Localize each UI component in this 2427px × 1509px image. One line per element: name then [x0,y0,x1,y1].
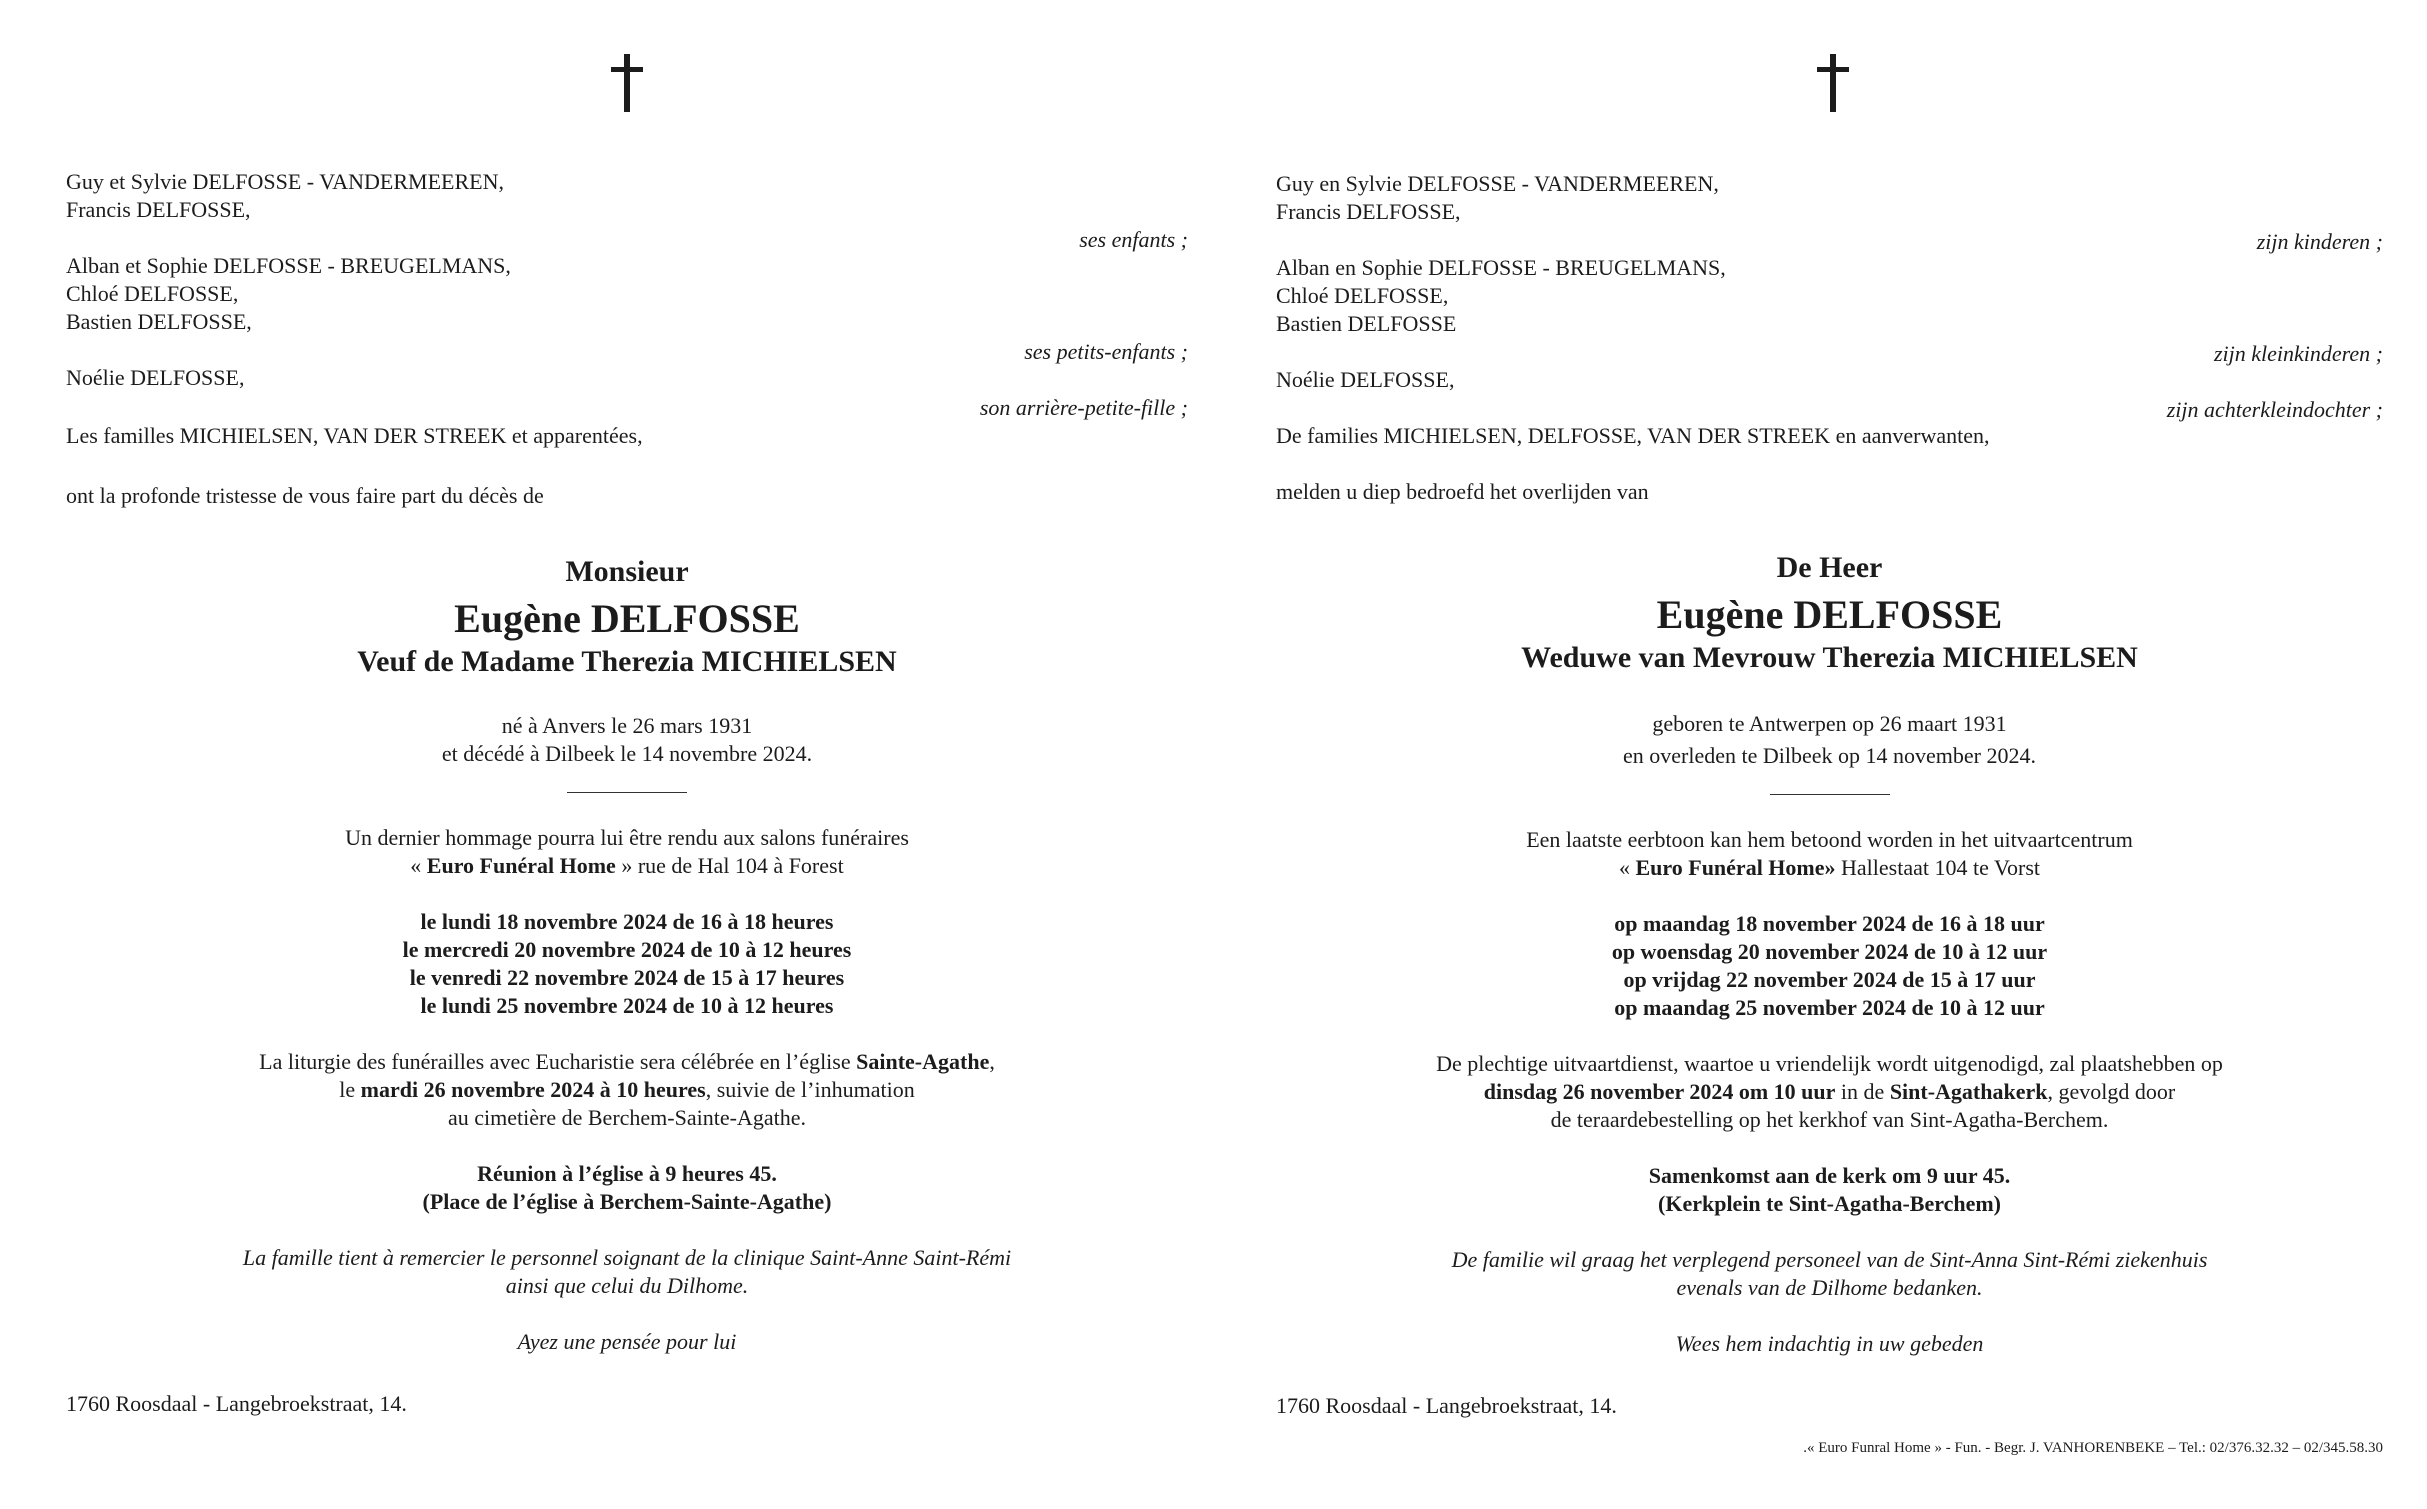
church-name: Sainte-Agathe [856,1049,990,1074]
text: « [1618,855,1636,880]
family-line: Les familles MICHIELSEN, VAN DER STREEK et apparentées, [66,423,643,448]
address: 1760 Roosdaal - Langebroekstraat, 14. [66,1391,407,1416]
dutch-notice [1276,0,2383,1509]
family-line: Noélie DELFOSSE, [66,365,245,390]
birth-line: né à Anvers le 26 mars 1931 [501,713,753,738]
visit-time: op woensdag 20 november 2024 de 10 à 12 uur [1611,939,2048,964]
french-notice [66,0,1188,1509]
meeting-place: (Kerkplein te Sint-Agatha-Berchem) [1658,1191,2001,1216]
homage-venue [1276,854,2383,882]
cross-icon [1830,54,1836,112]
visit-time: op maandag 25 november 2024 de 10 à 12 uur [1614,995,2045,1020]
relation-label: zijn achterkleindochter ; [2166,397,2383,422]
ceremony-time: dinsdag 26 november 2024 om 10 uur [1483,1079,1836,1104]
family-line: Bastien DELFOSSE, [66,309,252,334]
funeral-home-footer: .« Euro Funral Home » - Fun. - Begr. J. VANHORENBEKE – Tel.: 02/376.32.32 – 02/345.58.30 [1803,1440,2383,1456]
thanks-line: De familie wil graag het verplegend personeel van de Sint-Anna Sint-Rémi ziekenhuis [1451,1247,2208,1272]
text: Hallestaat 104 te Vorst [1835,855,2041,880]
family-line: Chloé DELFOSSE, [66,281,239,306]
text: « [410,853,427,878]
family-line: Bastien DELFOSSE [1276,311,1457,336]
church-name: Sint-Agathakerk [1889,1079,2048,1104]
text: in de [1835,1079,1890,1104]
thanks-line: ainsi que celui du Dilhome. [505,1273,749,1298]
address: 1760 Roosdaal - Langebroekstraat, 14. [1276,1393,1617,1418]
separator [1770,794,1890,795]
visit-time: op vrijdag 22 november 2024 de 15 à 17 uur [1623,967,2036,992]
family-line: Guy en Sylvie DELFOSSE - VANDERMEEREN, [1276,171,1719,196]
ceremony-time: mardi 26 novembre 2024 à 10 heures [360,1077,706,1102]
family-line: Chloé DELFOSSE, [1276,283,1449,308]
meeting-line: Réunion à l’église à 9 heures 45. [477,1161,777,1186]
liturgy-line: au cimetière de Berchem-Sainte-Agathe. [448,1105,806,1130]
death-line: et décédé à Dilbeek le 14 novembre 2024. [441,741,813,766]
relation-label: son arrière-petite-fille ; [979,395,1188,420]
ceremony-line: de teraardebestelling op het kerkhof van Sint-Agatha-Berchem. [1550,1107,2109,1132]
relation-label: zijn kleinkinderen ; [2213,341,2383,366]
meeting-line: Samenkomst aan de kerk om 9 uur 45. [1648,1163,2011,1188]
deceased-name: Eugène DELFOSSE [1656,592,2003,637]
family-line: Guy et Sylvie DELFOSSE - VANDERMEEREN, [66,169,504,194]
cross-icon [624,54,630,112]
ceremony-line: De plechtige uitvaartdienst, waartoe u vriendelijk wordt uitgenodigd, zal plaatshebben op [1436,1051,2223,1076]
text: , [989,1049,995,1074]
family-line: Alban en Sophie DELFOSSE - BREUGELMANS, [1276,255,1726,280]
family-line: Alban et Sophie DELFOSSE - BREUGELMANS, [66,253,511,278]
text: le [339,1077,361,1102]
homage-line: Een laatste eerbtoon kan hem betoond worden in het uitvaartcentrum [1526,827,2133,852]
text: » rue de Hal 104 à Forest [615,853,844,878]
birth-line: geboren te Antwerpen op 26 maart 1931 [1652,711,2007,736]
deceased-title: Monsieur [565,555,689,588]
prayer-line: Wees hem indachtig in uw gebeden [1675,1331,1984,1356]
deceased-subtitle: Weduwe van Mevrouw Therezia MICHIELSEN [1521,641,2138,674]
death-line: en overleden te Dilbeek op 14 november 2024. [1623,743,2036,768]
ceremony-line [1276,1078,2383,1106]
visit-time: le lundi 18 novembre 2024 de 16 à 18 heures [420,909,834,934]
intro-text: ont la profonde tristesse de vous faire part du décès de [66,483,544,508]
visit-time: le venredi 22 novembre 2024 de 15 à 17 heures [409,965,845,990]
venue-name: Euro Funéral Home» [1635,855,1836,880]
relation-label: ses petits-enfants ; [1024,339,1188,364]
homage-line: Un dernier hommage pourra lui être rendu aux salons funéraires [345,825,909,850]
deceased-title: De Heer [1776,551,1883,584]
intro-text: melden u diep bedroefd het overlijden van [1276,479,1649,504]
liturgy-line [66,1076,1188,1104]
visit-time: le lundi 25 novembre 2024 de 10 à 12 heures [420,993,834,1018]
family-line: Francis DELFOSSE, [66,197,251,222]
deceased-subtitle: Veuf de Madame Therezia MICHIELSEN [357,645,897,678]
meeting-place: (Place de l’église à Berchem-Sainte-Agathe) [422,1189,832,1214]
text: , suivie de l’inhumation [705,1077,915,1102]
homage-venue [66,852,1188,880]
liturgy-line [66,1048,1188,1076]
text: La liturgie des funérailles avec Eucharistie sera célébrée en l’église [259,1049,857,1074]
thanks-line: evenals van de Dilhome bedanken. [1676,1275,1983,1300]
visit-time: op maandag 18 november 2024 de 16 à 18 uur [1614,911,2045,936]
deceased-name: Eugène DELFOSSE [454,596,800,641]
relation-label: zijn kinderen ; [2256,229,2383,254]
prayer-line: Ayez une pensée pour lui [517,1329,737,1354]
family-line: Francis DELFOSSE, [1276,199,1461,224]
relation-label: ses enfants ; [1079,227,1188,252]
family-line: De families MICHIELSEN, DELFOSSE, VAN DER STREEK en aanverwanten, [1276,423,1990,448]
text: , gevolgd door [2047,1079,2176,1104]
thanks-line: La famille tient à remercier le personnel soignant de la clinique Saint-Anne Saint-Rémi [242,1245,1012,1270]
separator [567,792,687,793]
venue-name: Euro Funéral Home [426,853,616,878]
family-line: Noélie DELFOSSE, [1276,367,1455,392]
visit-time: le mercredi 20 novembre 2024 de 10 à 12 heures [402,937,852,962]
